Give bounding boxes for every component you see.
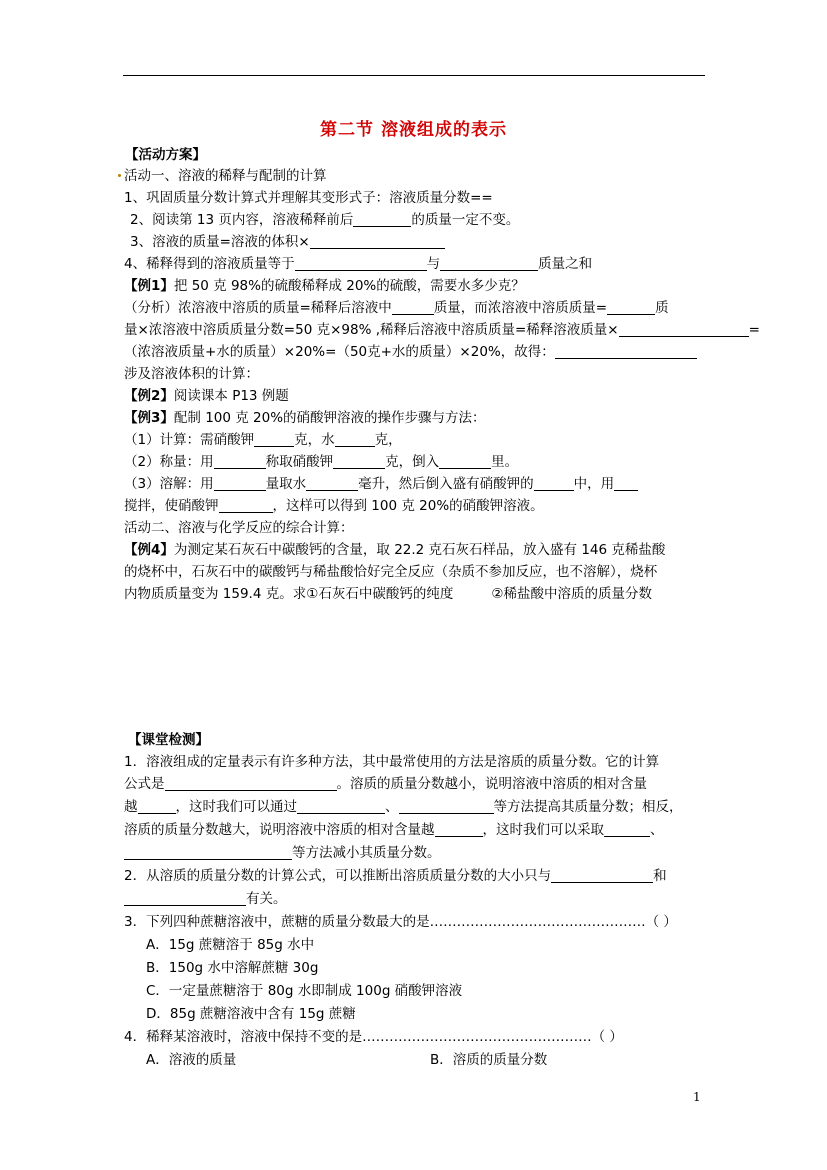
volume-calc-line: 涉及溶液体积的计算： (124, 366, 259, 382)
blank (219, 497, 273, 513)
blank (534, 475, 574, 491)
check-3-option-b: B．150g 水中溶解蔗糖 30g (146, 960, 319, 976)
question-4: 4、稀释得到的溶液质量等于 与 质量之和 (124, 256, 593, 272)
blank (214, 453, 266, 469)
blank (310, 233, 445, 249)
check-3-option-d: D．85g 蔗糖溶液中含有 15g 蔗糖 (146, 1006, 356, 1022)
activity-one-title: 活动一、溶液的稀释与配制的计算 (124, 168, 327, 184)
check-3-option-c: C．一定量蔗糖溶于 80g 水即制成 100g 硝酸钾溶液 (146, 983, 463, 999)
blank (333, 453, 385, 469)
blank (399, 798, 494, 814)
blank (124, 890, 246, 906)
question-1: 1、巩固质量分数计算式并理解其变形式子：溶液质量分数== (124, 190, 493, 206)
example-4-line-2: 的烧杯中，石灰石中的碳酸钙与稀盐酸恰好完全反应（杂质不参加反应，也不溶解），烧杯 (124, 564, 658, 580)
check-1-line-1: 1．溶液组成的定量表示有许多种方法，其中最常使用的方法是溶质的质量分数。它的计算 (124, 754, 660, 770)
blank (551, 867, 653, 883)
check-1-line-5: 等方法减小其质量分数。 (124, 843, 441, 863)
header-rule (123, 75, 705, 76)
blank (392, 299, 434, 315)
check-3-question: 3．下列四种蔗糖溶液中，蔗糖的质量分数最大的是…………………………………………（ ） (124, 914, 677, 930)
example-1: 【例1】把 50 克 98%的硫酸稀释成 20%的硫酸，需要水多少克？ (124, 278, 525, 294)
blank (435, 821, 483, 837)
step-1: （1）计算：需硝酸钾 克，水 克， (124, 432, 402, 448)
step-3-continued: 搅拌，使硝酸钾 ，这样可以得到 100 克 20%的硝酸钾溶液。 (124, 498, 544, 514)
example-4-line-1: 【例4】为测定某石灰石中碳酸钙的含量，取 22.2 克石灰石样品，放入盛有 146 克稀盐酸 (124, 542, 666, 558)
blank (214, 475, 266, 491)
question-2: 2、阅读第 13 页内容，溶液稀释前后 的质量一定不变。 (130, 212, 520, 228)
blank (353, 211, 411, 227)
blank (306, 475, 358, 491)
blank (335, 431, 375, 447)
section-header-check: 【课堂检测】 (128, 732, 209, 748)
check-1-line-3: 越 ，这时我们可以通过 、 等方法提高其质量分数；相反， (124, 799, 683, 815)
activity-two-title: 活动二、溶液与化学反应的综合计算： (124, 520, 354, 536)
analysis-line-1: （分析）浓溶液中溶质的质量=稀释后溶液中 质量，而浓溶液中溶质质量= 质 (124, 300, 669, 316)
check-1-line-4: 溶质的质量分数越大，说明溶液中溶质的相对含量越 ，这时我们可以采取 、 (124, 822, 664, 838)
example-2: 【例2】阅读课本 P13 例题 (124, 388, 289, 404)
blank (604, 821, 650, 837)
example-4-line-3: 内物质质量变为 159.4 克。求①石灰石中碳酸钙的纯度 ②稀盐酸中溶质的质量分数 (124, 586, 652, 602)
check-3-option-a: A．15g 蔗糖溶于 85g 水中 (146, 937, 315, 953)
check-4-option-b: B．溶质的质量分数 (430, 1052, 548, 1068)
section-header-plan: 【活动方案】 (125, 147, 206, 163)
blank (619, 321, 749, 337)
blank (439, 453, 491, 469)
blank (440, 255, 538, 271)
blank (555, 343, 697, 359)
blank (138, 798, 176, 814)
analysis-line-2: 量×浓溶液中溶质质量分数=50 克×98% ,稀释后溶液中溶质质量=稀释溶液质量× = (124, 322, 760, 338)
blank (254, 431, 294, 447)
blank (165, 775, 337, 791)
check-4-question: 4．稀释某溶液时，溶液中保持不变的是……………………………………………（ ） (124, 1029, 623, 1045)
page-number: 1 (693, 1090, 701, 1104)
check-2-line-2: 有关。 (124, 889, 287, 909)
check-2-line-1: 2．从溶质的质量分数的计算公式，可以推断出溶质质量分数的大小只与 和 (124, 868, 667, 884)
blank (295, 255, 427, 271)
blank (607, 299, 655, 315)
analysis-line-3: （浓溶液质量+水的质量）×20%=（50克+水的质量）×20%，故得： (124, 342, 697, 362)
blank (614, 475, 638, 491)
question-3: 3、溶液的质量=溶液的体积× (130, 232, 445, 252)
example-3: 【例3】配制 100 克 20%的硝酸钾溶液的操作步骤与方法： (124, 410, 486, 426)
blank (297, 798, 385, 814)
check-1-line-2: 公式是 。溶质的质量分数越小，说明溶液中溶质的相对含量 (124, 776, 647, 792)
check-4-option-a: A．溶液的质量 (146, 1052, 237, 1068)
blank (124, 844, 292, 860)
step-3: （3）溶解：用 量取水 毫升，然后倒入盛有硝酸钾的 中，用 (124, 474, 638, 494)
step-2: （2）称量：用 称取硝酸钾 克，倒入 里。 (124, 454, 519, 470)
page-title: 第二节 溶液组成的表示 (320, 120, 507, 140)
decorative-dot (118, 174, 121, 177)
